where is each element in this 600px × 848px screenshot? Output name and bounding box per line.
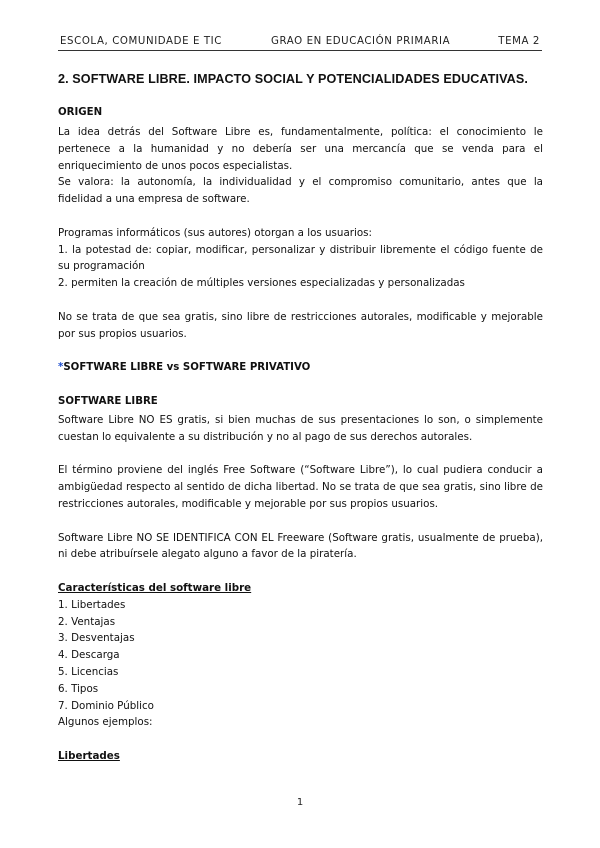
software-libre-paragraph-3: Software Libre NO SE IDENTIFICA CON EL Freeware (Software gratis, usualmente de prueba), ni debe atribuírsele alegato alguno a favor de la piratería.	[58, 531, 543, 561]
list-item: 1. Libertades	[58, 598, 126, 611]
list-item: 3. Desventajas	[58, 632, 135, 645]
asterisk-marker: *	[58, 362, 64, 374]
origen-paragraph-1: La idea detrás del Software Libre es, fundamentalmente, política: el conocimiento le pertenece a la humanidad y no debería ser una mercancía que se venda para el enriquecimiento de unos pocos especialistas.	[58, 126, 543, 172]
origen-paragraph-3: Programas informáticos (sus autores) otorgan a los usuarios:	[58, 226, 372, 239]
origen-list-item-2: 2. permiten la creación de múltiples versiones especializadas y personalizadas	[58, 277, 465, 290]
document-title: 2. SOFTWARE LIBRE. IMPACTO SOCIAL Y POTENCIALIDADES EDUCATIVAS.	[58, 72, 528, 86]
software-libre-paragraph-1: Software Libre NO ES gratis, si bien muchas de sus presentaciones lo son, o simplemente cuestan lo equivalente a su distribución y no al pago de sus derechos autorales.	[58, 413, 543, 443]
page-header	[58, 36, 542, 50]
origen-paragraph-2: Se valora: la autonomía, la individualidad y el compromiso comunitario, antes que la fidelidad a una empresa de software.	[58, 176, 543, 206]
header-divider	[58, 50, 542, 51]
software-libre-heading: SOFTWARE LIBRE	[58, 395, 158, 407]
examples-label: Algunos ejemplos:	[58, 716, 153, 729]
header-degree: GRAO EN EDUCACIÓN PRIMARIA	[271, 36, 451, 47]
header-topic: TEMA 2	[498, 36, 540, 47]
origen-list-item-1: 1. la potestad de: copiar, modificar, personalizar y distribuir libremente el código fuente de su programación	[58, 243, 543, 273]
header-course: ESCOLA, COMUNIDADE E TIC	[60, 36, 222, 47]
page-number: 1	[296, 797, 304, 808]
origen-paragraph-4: No se trata de que sea gratis, sino libre de restricciones autorales, modificable y mejorable por sus propios usuarios.	[58, 310, 543, 340]
list-item: 4. Descarga	[58, 649, 120, 662]
list-item: 2. Ventajas	[58, 615, 116, 628]
list-item: 7. Dominio Público	[58, 699, 154, 712]
origen-heading: ORIGEN	[58, 107, 103, 118]
vs-heading	[58, 359, 543, 376]
libertades-heading: Libertades	[58, 749, 120, 762]
caracteristicas-heading: Características del software libre	[58, 581, 252, 594]
software-libre-paragraph-2: El término proviene del inglés Free Software (“Software Libre”), lo cual pudiera conducir a ambigüedad respecto al sentido de dicha libertad. No se trata de que sea gratis, sino libre de restricciones autorales, modificable y mejorable por sus propios usuarios.	[58, 464, 543, 510]
list-item: 6. Tipos	[58, 682, 99, 695]
caracteristicas-list	[58, 597, 543, 715]
list-item: 5. Licencias	[58, 665, 119, 678]
vs-heading-text: SOFTWARE LIBRE vs SOFTWARE PRIVATIVO	[63, 362, 311, 374]
document-body	[58, 71, 543, 765]
